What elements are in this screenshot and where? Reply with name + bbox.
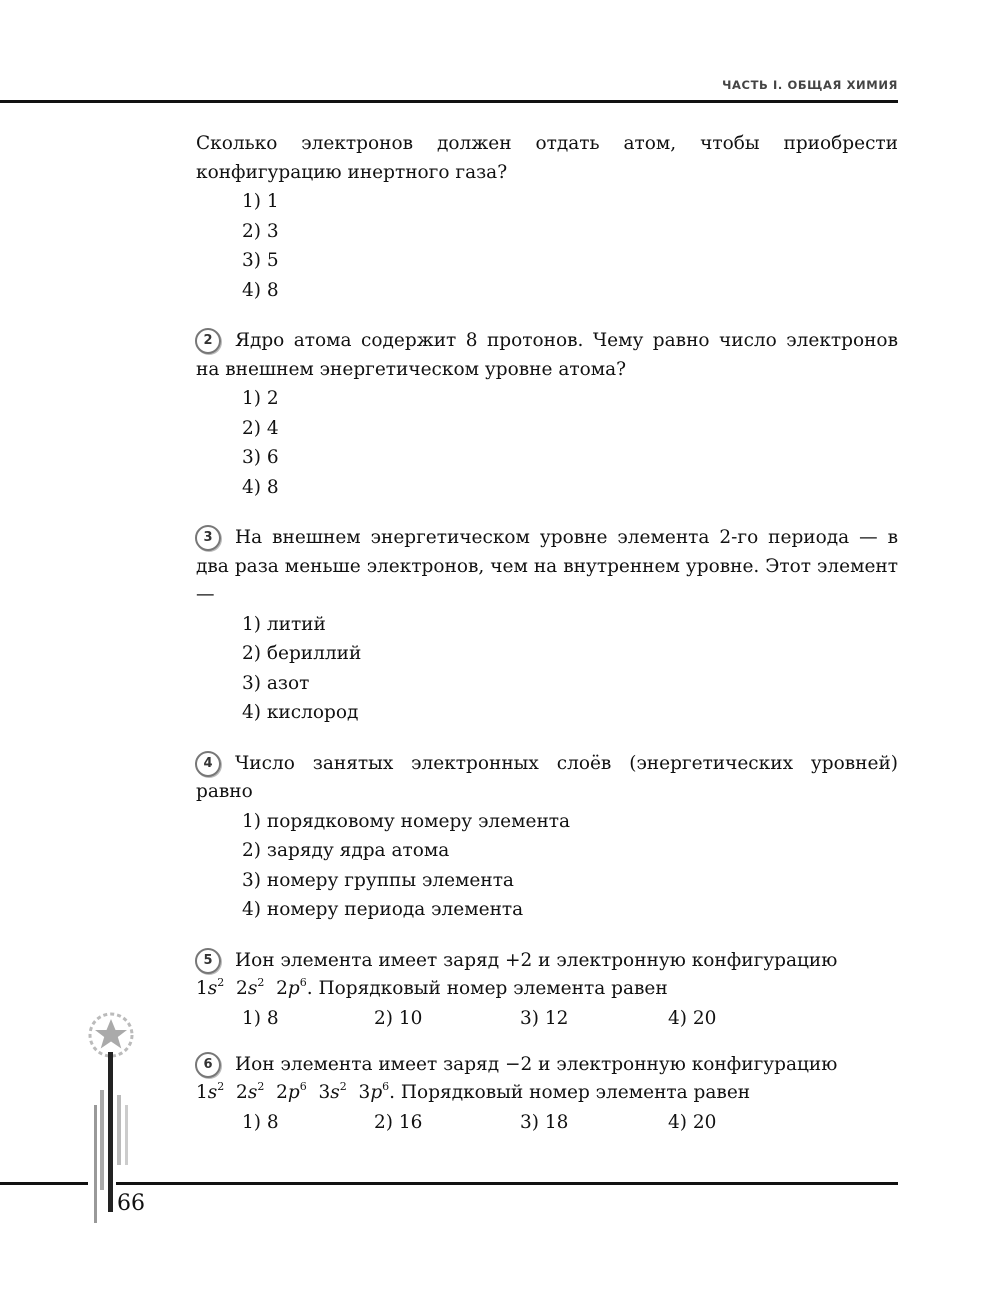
option: 1) 1	[242, 191, 279, 212]
option: 3) 6	[242, 447, 279, 468]
option-list	[196, 610, 898, 728]
option-row	[196, 1004, 898, 1033]
question-text: На внешнем энергетическом уровне элемента 2-го периода — в два раза меньше электронов, чем на внутреннем уровне. Этот элемент —	[196, 527, 898, 605]
option: 1) порядковому номеру элемента	[242, 810, 571, 832]
question-text-continued: . Порядковый номер элемента равен	[389, 1082, 751, 1103]
option-list	[196, 384, 898, 502]
question-6	[196, 1051, 898, 1137]
option: 3) азот	[242, 672, 310, 694]
question-number-badge: 5	[195, 948, 221, 974]
option: 2) бериллий	[242, 643, 362, 664]
option-list	[196, 807, 898, 925]
option: 1) 8	[242, 1007, 279, 1029]
option: 2) 3	[242, 220, 279, 242]
option: 2) 10	[374, 1007, 423, 1029]
question-5	[196, 947, 898, 1033]
option: 4) 8	[242, 476, 279, 498]
question-4	[196, 750, 898, 925]
option: 2) заряду ядра атома	[242, 840, 450, 861]
page-number: 66	[117, 1191, 145, 1216]
decorative-bar	[125, 1105, 128, 1165]
footer-rule-left	[0, 1182, 88, 1185]
question-number-badge: 4	[195, 751, 221, 777]
decorative-bar	[100, 1090, 104, 1190]
question-text: Ион элемента имеет заряд −2 и электронную конфигурацию	[235, 1053, 838, 1075]
option: 4) кислород	[242, 702, 359, 723]
question-2	[196, 327, 898, 502]
decorative-bar	[94, 1105, 97, 1223]
question-number-badge: 2	[195, 328, 221, 354]
header-rule	[0, 100, 898, 103]
question-text-continued: . Порядковый номер элемента равен	[306, 978, 668, 999]
question-number-badge: 6	[195, 1052, 221, 1078]
option: 4) 8	[242, 279, 279, 301]
question-text: Ион элемента имеет заряд +2 и электронную конфигурацию	[235, 949, 838, 971]
option: 4) 20	[668, 1111, 717, 1133]
option-list	[196, 187, 898, 305]
option: 1) литий	[242, 613, 326, 635]
electron-configuration: $1s^2$ $2s^2$ $2p^6$	[196, 976, 307, 999]
question-text: Сколько электронов должен отдать атом, чтобы приобрести конфигурацию инертного газа?	[196, 133, 898, 183]
question-1	[196, 130, 898, 305]
option: 1) 2	[242, 388, 279, 409]
option-row	[196, 1108, 898, 1137]
question-3	[196, 524, 898, 728]
option: 1) 8	[242, 1111, 279, 1133]
option: 3) номеру группы элемента	[242, 869, 514, 891]
option: 4) 20	[668, 1007, 717, 1029]
electron-configuration: $1s^2$ $2s^2$ $2p^6$ $3s^2$ $3p^6$	[196, 1080, 390, 1103]
questions	[196, 130, 898, 1159]
running-header: ЧАСТЬ I. ОБЩАЯ ХИМИЯ	[722, 78, 898, 92]
option: 4) номеру периода элемента	[242, 899, 524, 920]
option: 3) 5	[242, 250, 279, 271]
option: 2) 16	[374, 1111, 423, 1133]
option: 3) 12	[520, 1007, 569, 1029]
question-number-badge: 3	[195, 525, 221, 551]
question-text: Ядро атома содержит 8 протонов. Чему равно число электронов на внешнем энергетическом уровне атома?	[196, 330, 898, 380]
footer-rule-right	[116, 1182, 898, 1185]
question-text: Число занятых электронных слоёв (энергетических уровней) равно	[196, 752, 898, 802]
option: 3) 18	[520, 1111, 569, 1133]
option: 2) 4	[242, 417, 279, 439]
decorative-bar	[117, 1095, 121, 1165]
decorative-bar	[108, 1052, 113, 1212]
